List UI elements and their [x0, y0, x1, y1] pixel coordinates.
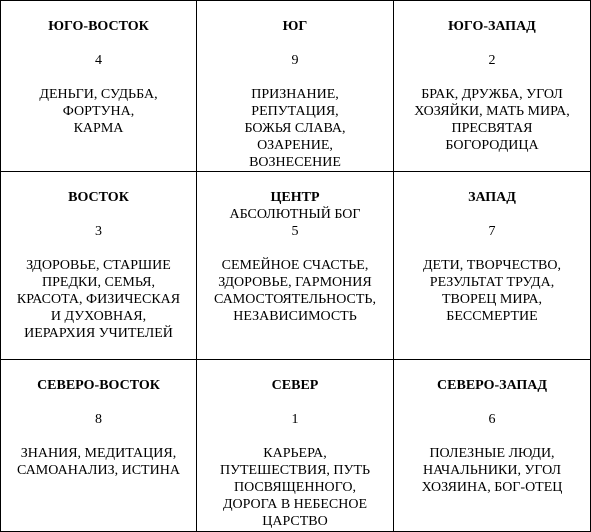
table-row — [1, 172, 591, 360]
description-line: ЗДОРОВЬЕ, ГАРМОНИЯ — [218, 275, 372, 290]
description-line: ПРЕСВЯТАЯ — [451, 121, 533, 136]
cell-west — [394, 172, 591, 360]
sector-title: ЮГО-ЗАПАД — [448, 19, 536, 34]
description-line: КРАСОТА, ФИЗИЧЕСКАЯ — [16, 292, 181, 307]
sector-title: ЗАПАД — [468, 190, 516, 205]
sector-description — [400, 86, 584, 154]
description-line: ДОРОГА В НЕБЕСНОЕ — [222, 497, 368, 512]
sector-title: ЮГ — [282, 19, 308, 34]
description-line: ТВОРЕЦ МИРА, — [441, 292, 543, 307]
sector-number: 4 — [95, 53, 102, 68]
description-line: ОЗАРЕНИЕ, — [257, 138, 333, 153]
sector-number: 2 — [488, 53, 496, 68]
cell-north — [197, 360, 394, 532]
description-line: ПОСВЯЩЕННОГО, — [233, 480, 357, 495]
sector-description — [7, 445, 190, 479]
description-line: КАРЬЕРА, — [263, 446, 327, 461]
sector-title: СЕВЕРО-ЗАПАД — [437, 378, 547, 393]
sector-description — [400, 445, 584, 496]
sector-description — [7, 86, 190, 137]
sector-title: СЕВЕР — [271, 378, 319, 393]
sector-description — [203, 445, 387, 530]
description-line: СЕМЕЙНОЕ СЧАСТЬЕ, — [221, 258, 369, 273]
cell-south — [197, 1, 394, 172]
description-line: ПОЛЕЗНЫЕ ЛЮДИ, — [429, 446, 555, 461]
sector-title: ЦЕНТР — [270, 190, 320, 205]
description-line: ДЕНЬГИ, СУДЬБА, — [39, 87, 158, 102]
sector-title: ВОСТОК — [68, 190, 129, 205]
cell-northeast — [1, 360, 197, 532]
sector-number: 1 — [291, 412, 299, 427]
sector-description — [7, 257, 190, 342]
description-line: БРАК, ДРУЖБА, УГОЛ — [421, 87, 563, 102]
description-line: ИЕРАРХИЯ УЧИТЕЛЕЙ — [24, 326, 173, 341]
description-line: НАЧАЛЬНИКИ, УГОЛ — [422, 463, 562, 478]
description-line: ХОЗЯЙКИ, МАТЬ МИРА, — [414, 104, 570, 119]
description-line: ЗНАНИЯ, МЕДИТАЦИЯ, — [20, 446, 177, 461]
sector-title: ЮГО-ВОСТОК — [48, 19, 149, 34]
description-line: НЕЗАВИСИМОСТЬ — [233, 309, 357, 324]
sector-description — [400, 257, 584, 325]
description-line: И ДУХОВНАЯ, — [50, 309, 147, 324]
description-line: САМОАНАЛИЗ, ИСТИНА — [17, 463, 180, 478]
description-line: ЗДОРОВЬЕ, СТАРШИЕ — [26, 258, 171, 273]
description-line: ФОРТУНА, — [62, 104, 135, 119]
description-line: ВОЗНЕСЕНИЕ — [249, 155, 341, 170]
sector-title: СЕВЕРО-ВОСТОК — [37, 378, 160, 393]
description-line: БОЖЬЯ СЛАВА, — [244, 121, 346, 136]
sector-subtitle: АБСОЛЮТНЫЙ БОГ — [229, 207, 361, 222]
sector-number: 9 — [291, 53, 299, 68]
description-line: РЕЗУЛЬТАТ ТРУДА, — [429, 275, 555, 290]
sector-number: 6 — [488, 412, 496, 427]
description-line: КАРМА — [73, 121, 124, 136]
description-line: ПРИЗНАНИЕ, — [251, 87, 339, 102]
description-line: ПУТЕШЕСТВИЯ, ПУТЬ — [219, 463, 371, 478]
sector-number: 5 — [291, 224, 299, 239]
sector-description — [203, 86, 387, 171]
description-line: ПРЕДКИ, СЕМЬЯ, — [42, 275, 155, 290]
cell-center — [197, 172, 394, 360]
description-line: БЕССМЕРТИЕ — [446, 309, 538, 324]
cell-east — [1, 172, 197, 360]
description-line: ХОЗЯИНА, БОГ-ОТЕЦ — [421, 480, 563, 495]
table-row — [1, 360, 591, 532]
sector-description — [203, 257, 387, 325]
description-line: ДЕТИ, ТВОРЧЕСТВО, — [422, 258, 562, 273]
sector-number: 8 — [95, 412, 102, 427]
description-line: ЦАРСТВО — [262, 514, 328, 529]
cell-southeast — [1, 1, 197, 172]
sector-number: 3 — [95, 224, 102, 239]
sector-number: 7 — [488, 224, 496, 239]
cell-northwest — [394, 360, 591, 532]
description-line: БОГОРОДИЦА — [445, 138, 539, 153]
table-row — [1, 1, 591, 172]
description-line: РЕПУТАЦИЯ, — [251, 104, 339, 119]
description-line: САМОСТОЯТЕЛЬНОСТЬ, — [214, 292, 376, 307]
cell-southwest — [394, 1, 591, 172]
